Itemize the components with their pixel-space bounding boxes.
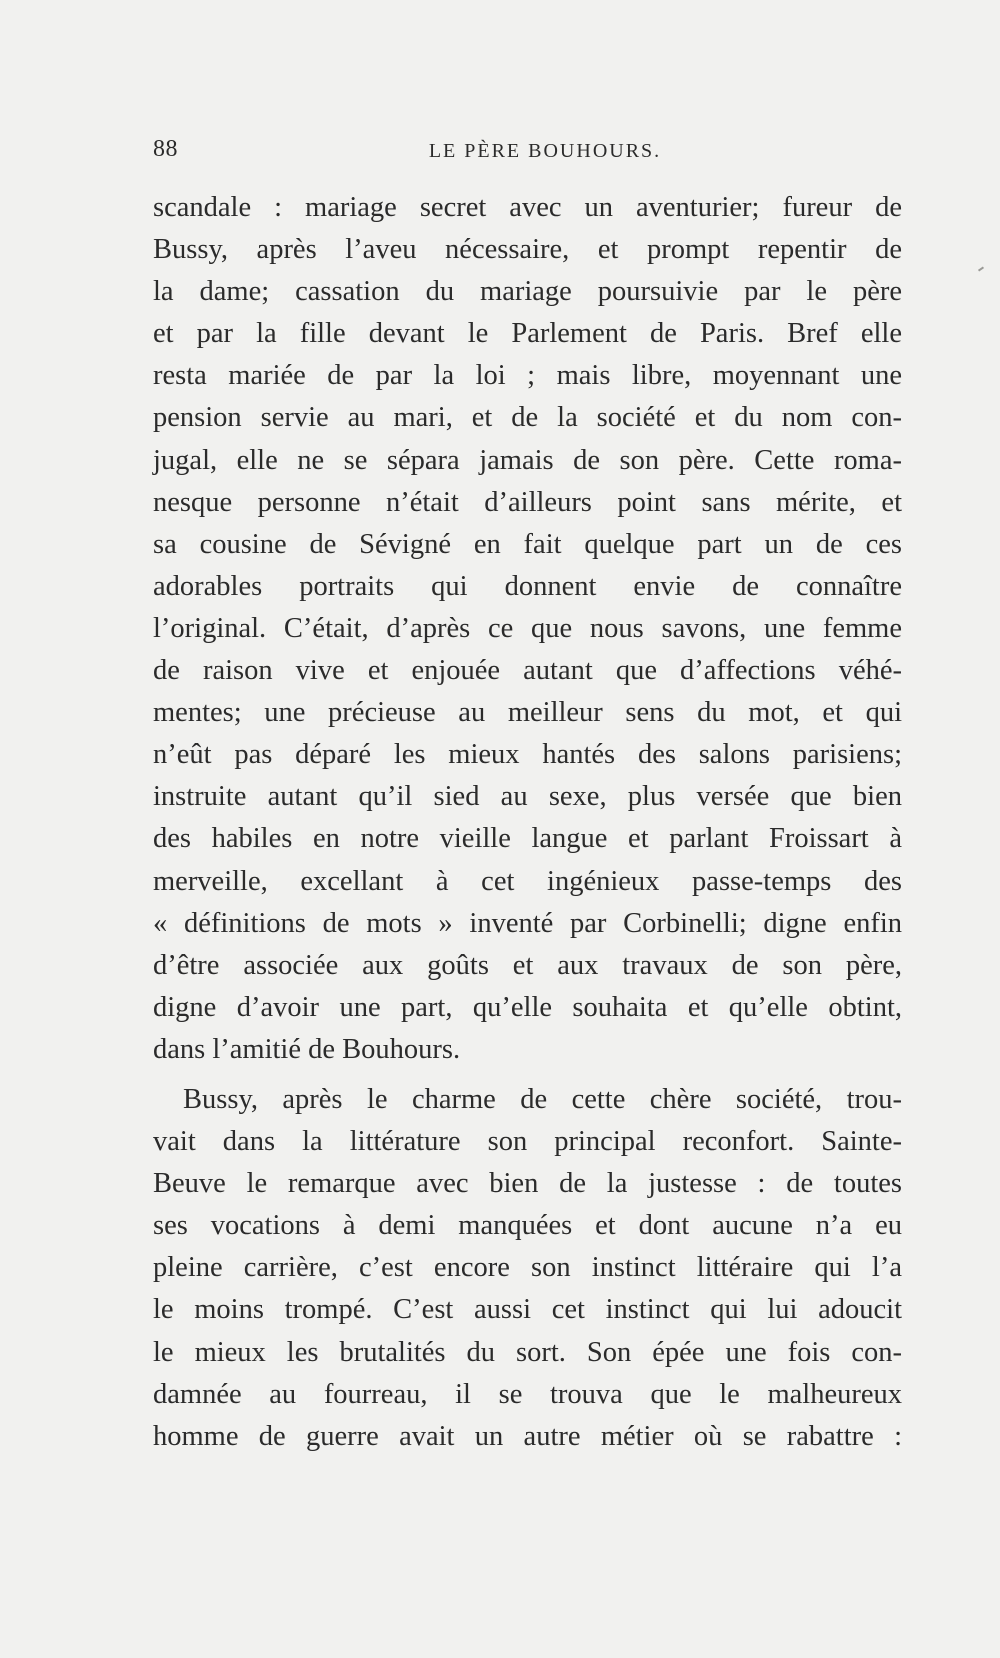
running-title: LE PÈRE BOUHOURS. — [428, 140, 662, 162]
text-line: adorables portraits qui donnent envie de connaître — [153, 570, 902, 602]
paragraph-1 — [153, 187, 902, 1071]
text-line: Bussy, après le charme de cette chère société, trou- — [183, 1083, 902, 1115]
text-line: de raison vive et enjouée autant que d’affections véhé- — [153, 655, 902, 687]
page-header — [153, 136, 903, 170]
text-line: pleine carrière, c’est encore son instinct littéraire qui l’a — [153, 1252, 902, 1284]
text-line: le mieux les brutalités du sort. Son épée une fois con- — [153, 1336, 902, 1368]
text-line: ses vocations à demi manquées et dont aucune n’a eu — [153, 1210, 902, 1242]
text-line: et par la fille devant le Parlement de Paris. Bref elle — [153, 318, 902, 350]
text-line: n’eût pas déparé les mieux hantés des salons parisiens; — [153, 739, 902, 771]
text-line: pension servie au mari, et de la société et du nom con- — [153, 402, 902, 434]
paper-speck — [978, 266, 984, 271]
paragraph-2 — [153, 1079, 902, 1458]
text-line: Beuve le remarque avec bien de la justesse : de toutes — [153, 1168, 902, 1200]
text-line: homme de guerre avait un autre métier où se rabattre : — [153, 1420, 902, 1452]
text-line: resta mariée de par la loi ; mais libre, moyennant une — [153, 360, 902, 392]
text-line: « définitions de mots » inventé par Corbinelli; digne enfin — [153, 907, 902, 939]
text-line: la dame; cassation du mariage poursuivie par le père — [153, 276, 902, 308]
text-line: des habiles en notre vieille langue et parlant Froissart à — [153, 823, 902, 855]
page-number: 88 — [153, 136, 178, 162]
text-line: instruite autant qu’il sied au sexe, plus versée que bien — [153, 781, 902, 813]
text-line: dans l’amitié de Bouhours. — [153, 1033, 461, 1065]
text-line: d’être associée aux goûts et aux travaux de son père, — [153, 949, 902, 981]
text-line: le moins trompé. C’est aussi cet instinct qui lui adoucit — [153, 1294, 902, 1326]
text-line: l’original. C’était, d’après ce que nous savons, une femme — [153, 612, 902, 644]
text-line: Bussy, après l’aveu nécessaire, et prompt repentir de — [153, 234, 902, 266]
text-line: mentes; une précieuse au meilleur sens du mot, et qui — [153, 697, 902, 729]
text-line: sa cousine de Sévigné en fait quelque part un de ces — [153, 528, 902, 560]
body-text — [153, 187, 902, 1458]
text-line: scandale : mariage secret avec un aventurier; fureur de — [153, 192, 902, 223]
text-line: merveille, excellant à cet ingénieux passe-temps des — [153, 865, 902, 897]
text-line: digne d’avoir une part, qu’elle souhaita et qu’elle obtint, — [153, 991, 902, 1023]
text-line: vait dans la littérature son principal reconfort. Sainte- — [153, 1126, 902, 1158]
text-line: jugal, elle ne se sépara jamais de son père. Cette roma- — [153, 444, 902, 476]
paragraph-gap — [153, 1071, 902, 1079]
text-line: nesque personne n’était d’ailleurs point sans mérite, et — [153, 486, 902, 518]
text-line: damnée au fourreau, il se trouva que le malheureux — [153, 1378, 902, 1410]
